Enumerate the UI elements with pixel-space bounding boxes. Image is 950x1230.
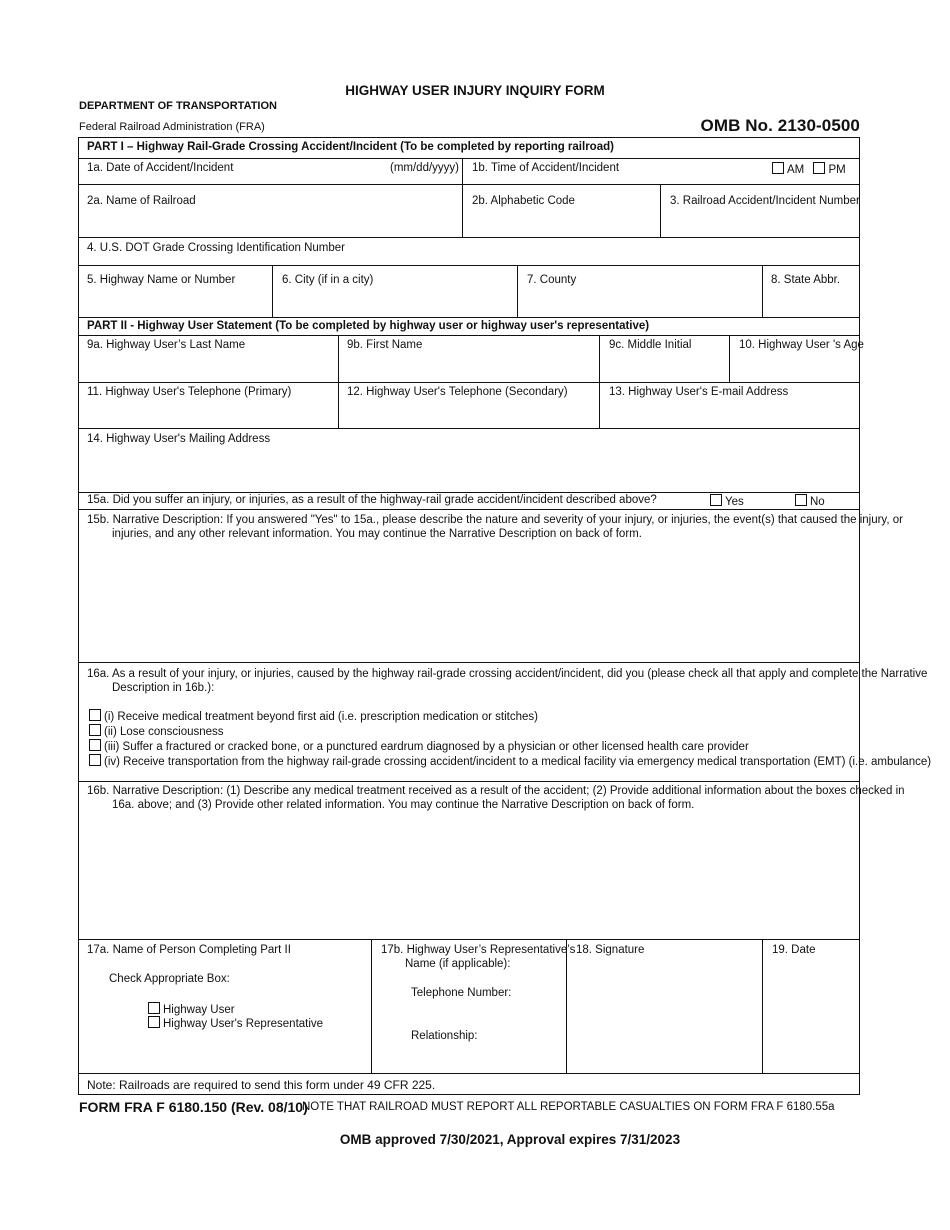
rep-name-label: 17b. Highway User’s Representative’s	[381, 944, 576, 956]
railroad-note: Note: Railroads are required to send this form under 49 CFR 225.	[87, 1078, 436, 1092]
ems-transport-checkbox[interactable]	[89, 754, 101, 766]
form-identifier: FORM FRA F 6180.150 (Rev. 08/10)	[79, 1099, 308, 1115]
highway-user-rep-checkbox[interactable]	[148, 1016, 160, 1028]
highway-name-label: 5. Highway Name or Number	[87, 274, 236, 286]
am-pm-options	[772, 162, 846, 176]
city-label: 6. City (if in a city)	[282, 274, 374, 286]
question-15a: 15a. Did you suffer an injury, or injuries, as a result of the highway-rail grade accident/incident described above?	[87, 494, 657, 506]
mailing-address-label: 14. Highway User's Mailing Address	[87, 433, 271, 445]
part2-heading: PART II - Highway User Statement (To be completed by highway user or highway user's representative)	[87, 320, 650, 332]
highway-user-rep-label: Highway User's Representative	[163, 1018, 324, 1030]
fracture-checkbox[interactable]	[89, 739, 101, 751]
question-16a-line1: 16a. As a result of your injury, or injuries, caused by the highway rail-grade crossing accident/incident, did you (please check all that apply and complete the Narrative	[87, 668, 928, 680]
lose-consciousness-checkbox[interactable]	[89, 724, 101, 736]
email-label: 13. Highway User's E-mail Address	[609, 386, 789, 398]
signature-label: 18. Signature	[576, 944, 645, 956]
question-16a	[87, 667, 928, 695]
date-label: 19. Date	[772, 944, 816, 956]
option-fracture-label: (iii) Suffer a fractured or cracked bone, or a punctured eardrum diagnosed by a physician or other licensed health care provider	[104, 741, 749, 753]
option-medical-treatment-label: (i) Receive medical treatment beyond first aid (i.e. prescription medication or stitches)	[104, 711, 538, 723]
omb-approval: OMB approved 7/30/2021, Approval expires 7/31/2023	[339, 1132, 681, 1147]
highway-user-rep-option	[148, 1016, 323, 1030]
secondary-phone-label: 12. Highway User's Telephone (Secondary)	[347, 386, 568, 398]
yes-label: Yes	[725, 496, 744, 508]
part1-heading: PART I – Highway Rail-Grade Crossing Accident/Incident (To be completed by reporting railroad)	[87, 141, 614, 153]
reporting-note: NOTE THAT RAILROAD MUST REPORT ALL REPORTABLE CASUALTIES ON FORM FRA F 6180.55a	[302, 1101, 835, 1113]
state-abbr-label: 8. State Abbr.	[771, 274, 841, 286]
rep-name-label-line2: Name (if applicable):	[405, 958, 511, 970]
primary-phone-label: 11. Highway User's Telephone (Primary)	[87, 386, 292, 398]
agency-name: Federal Railroad Administration (FRA)	[79, 121, 265, 133]
highway-user-checkbox[interactable]	[148, 1002, 160, 1014]
age-label: 10. Highway User 's Age	[739, 339, 864, 351]
incident-number-label: 3. Railroad Accident/Incident Number	[670, 195, 860, 207]
yes-checkbox[interactable]	[710, 494, 722, 506]
check-box-instruction: Check Appropriate Box:	[109, 973, 230, 985]
option-lose-consciousness	[89, 724, 931, 739]
question-15b-line2: injuries, and any other relevant information. You may continue the Narrative Description on back of form.	[112, 528, 642, 540]
railroad-name-label: 2a. Name of Railroad	[87, 195, 196, 207]
department-name: DEPARTMENT OF TRANSPORTATION	[79, 100, 277, 112]
omb-number: OMB No. 2130-0500	[700, 116, 860, 135]
no-option	[795, 494, 825, 508]
no-checkbox[interactable]	[795, 494, 807, 506]
highway-user-option	[148, 1002, 235, 1016]
option-medical-treatment	[89, 709, 931, 724]
pm-label: PM	[828, 164, 846, 176]
highway-user-label: Highway User	[163, 1004, 235, 1016]
time-of-accident-label: 1b. Time of Accident/Incident	[472, 162, 620, 174]
option-ems-transport	[89, 754, 931, 769]
date-of-accident-label: 1a. Date of Accident/Incident	[87, 162, 234, 174]
county-label: 7. County	[527, 274, 577, 286]
pm-checkbox[interactable]	[813, 162, 825, 174]
option-ems-transport-label: (iv) Receive transportation from the highway rail-grade crossing accident/incident to a medical facility via emergency medical transportation (EMT) (i.e. ambulance)	[104, 756, 932, 768]
am-label: AM	[787, 164, 805, 176]
question-16b	[87, 784, 905, 812]
option-lose-consciousness-label: (ii) Lose consciousness	[104, 726, 224, 738]
first-name-label: 9b. First Name	[347, 339, 423, 351]
date-format-hint: (mm/dd/yyyy)	[390, 162, 459, 174]
last-name-label: 9a. Highway User’s Last Name	[87, 339, 246, 351]
question-16b-line2: 16a. above; and (3) Provide other related information. You may continue the Narrative Description on back of form.	[112, 799, 695, 811]
telephone-label: Telephone Number:	[411, 987, 512, 999]
question-16a-line2: Description in 16b.):	[112, 682, 215, 694]
relationship-label: Relationship:	[411, 1030, 478, 1042]
grade-crossing-id-label: 4. U.S. DOT Grade Crossing Identification Number	[87, 242, 346, 254]
am-checkbox[interactable]	[772, 162, 784, 174]
middle-initial-label: 9c. Middle Initial	[609, 339, 692, 351]
alphabetic-code-label: 2b. Alphabetic Code	[472, 195, 575, 207]
completer-name-label: 17a. Name of Person Completing Part II	[87, 944, 291, 956]
question-15b-line1: 15b. Narrative Description: If you answered "Yes" to 15a., please describe the nature and severity of your injury, or injuries, the event(s) that caused the injury, or	[87, 514, 903, 526]
no-label: No	[810, 496, 825, 508]
form-title: HIGHWAY USER INJURY INQUIRY FORM	[345, 83, 605, 98]
question-16a-options	[89, 709, 931, 769]
medical-treatment-checkbox[interactable]	[89, 709, 101, 721]
yes-option	[710, 494, 744, 508]
question-16b-line1: 16b. Narrative Description: (1) Describe any medical treatment received as a result of the accident; (2) Provide additional information about the boxes checked in	[87, 785, 905, 797]
form-body	[78, 137, 932, 1095]
option-fracture	[89, 739, 931, 754]
question-15b	[87, 513, 903, 541]
